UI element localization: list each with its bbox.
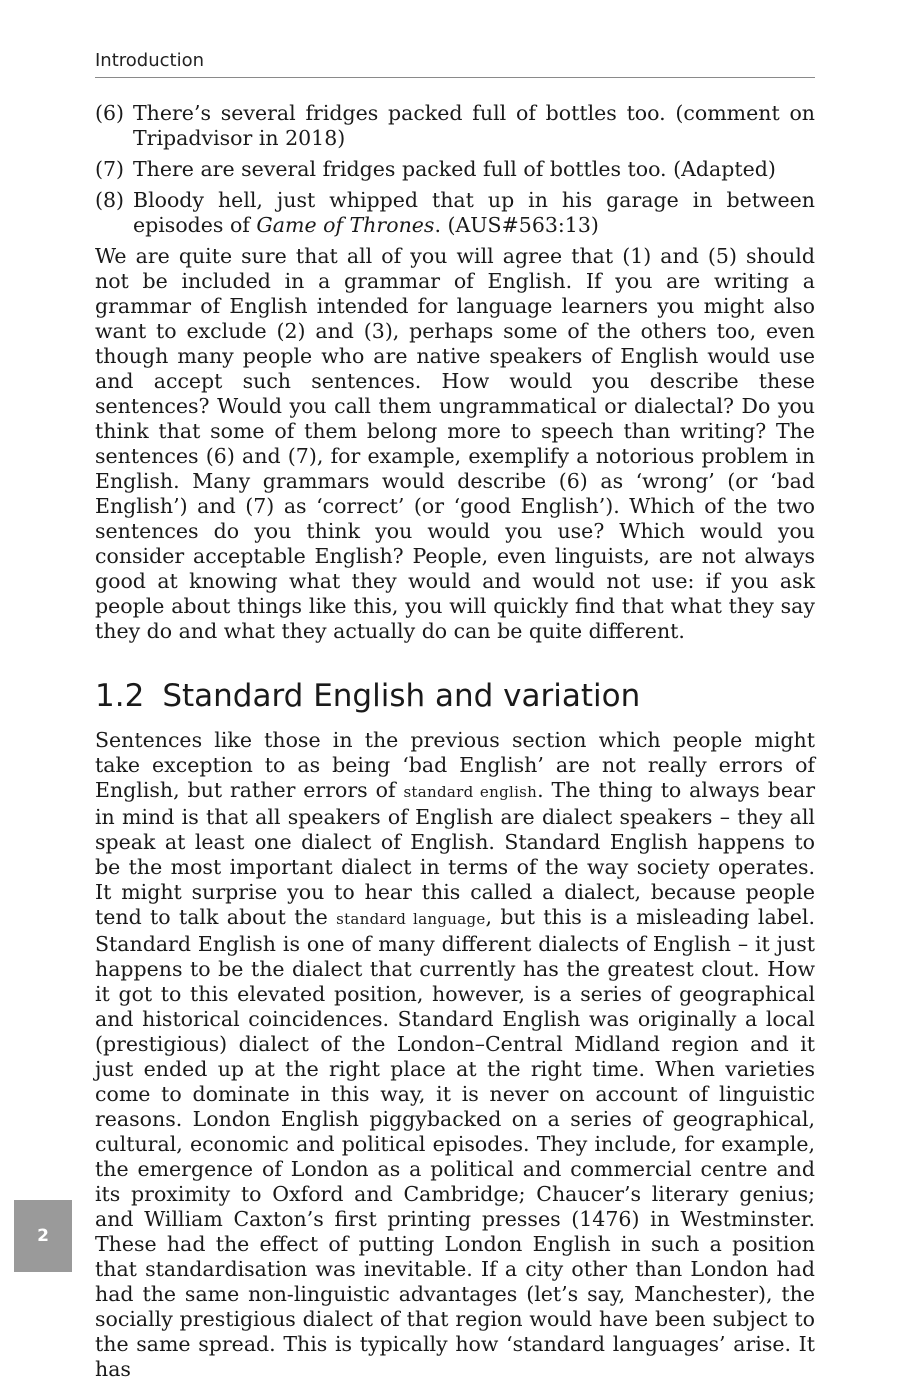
example-number: (6) bbox=[95, 101, 125, 125]
header-rule bbox=[95, 77, 815, 78]
page-number: 2 bbox=[37, 1226, 49, 1246]
example-text-after: . (AUS#563:13) bbox=[434, 213, 599, 237]
example-item bbox=[95, 101, 815, 151]
paragraph-intro: We are quite sure that all of you will agree that (1) and (5) should not be included in a grammar of English. If you are writing a grammar of English intended for language learners you might also want to exclude (2) and (3), perhaps some of the others too, even though many people who are native speakers of English would use and accept such sentences. How would you describe these sentences? Would you call them ungrammatical or dialectal? Do you think that some of them belong more to speech than writing? The sentences (6) and (7), for example, exemplify a notorious problem in English. Many grammars would describe (6) as ‘wrong’ (or ‘bad English’) and (7) as ‘correct’ (or ‘good English’). Which of the two sentences do you think you would you use? Which would you consider acceptable English? People, even linguists, are not always good at knowing what they would and would not use: if you ask people about things like this, you will quickly find that what they say they do and what they actually do can be quite different. bbox=[95, 244, 815, 643]
paragraph-text: Sentences like those in the previous section which people might take exception to as being ‘bad English’ are not really errors of English, but rather errors of bbox=[95, 728, 815, 802]
example-item bbox=[95, 157, 815, 182]
running-head: Introduction bbox=[95, 50, 205, 71]
section-number: 1.2 bbox=[95, 678, 145, 714]
example-italic-title: Game of Thrones bbox=[256, 213, 435, 237]
small-caps-term: standard language bbox=[336, 910, 486, 928]
example-list bbox=[95, 101, 815, 238]
paragraph-text: , but this is a misleading label. Standard English is one of many different dialects of English – it just happens to be the dialect that currently has the greatest clout. How it got to this elevated position, however, is a series of geographical and historical coincidences. Standard English was originally a local (prestigious) dialect of the London–Central Midland region and it just ended up at the right place at the right time. When varieties come to dominate in this way, it is never on account of linguistic reasons. London English piggybacked on a series of geographical, cultural, economic and political episodes. They include, for example, the emergence of London as a political and commercial centre and its proximity to Oxford and Cambridge; Chaucer’s literary genius; and William Caxton’s first printing presses (1476) in Westminster. These had the effect of putting London English in such a position that standardisation was inevitable. If a city other than London had had the same non-linguistic advantages (let’s say, Manchester), the socially prestigious dialect of that region would have been subject to the same spread. This is typically how ‘standard languages’ arise. It has bbox=[95, 905, 815, 1381]
paragraph-standard-english bbox=[95, 728, 815, 1382]
example-text bbox=[133, 188, 815, 238]
page-number-tab bbox=[14, 1200, 72, 1272]
example-number: (7) bbox=[95, 157, 125, 181]
example-text: There’s several fridges packed full of bottles too. (comment on Tripadvisor in 2018) bbox=[133, 101, 815, 150]
page-body bbox=[95, 101, 815, 1382]
section-title: Standard English and variation bbox=[162, 678, 641, 714]
paragraph-text: . The thing to always bear in mind is that all speakers of English are dialect speakers – they all speak at least one dialect of English. Standard English happens to be the most important dialect in terms of the way society operates. It might surprise you to hear this called a dialect, because people tend to talk about the bbox=[95, 778, 815, 929]
example-text-before: Bloody hell, just whipped that up in his garage in between episodes of bbox=[133, 188, 815, 237]
example-number: (8) bbox=[95, 188, 125, 212]
example-text: There are several fridges packed full of bottles too. (Adapted) bbox=[133, 157, 776, 181]
example-item bbox=[95, 188, 815, 238]
small-caps-term: standard english bbox=[403, 783, 538, 801]
section-heading bbox=[95, 678, 815, 714]
